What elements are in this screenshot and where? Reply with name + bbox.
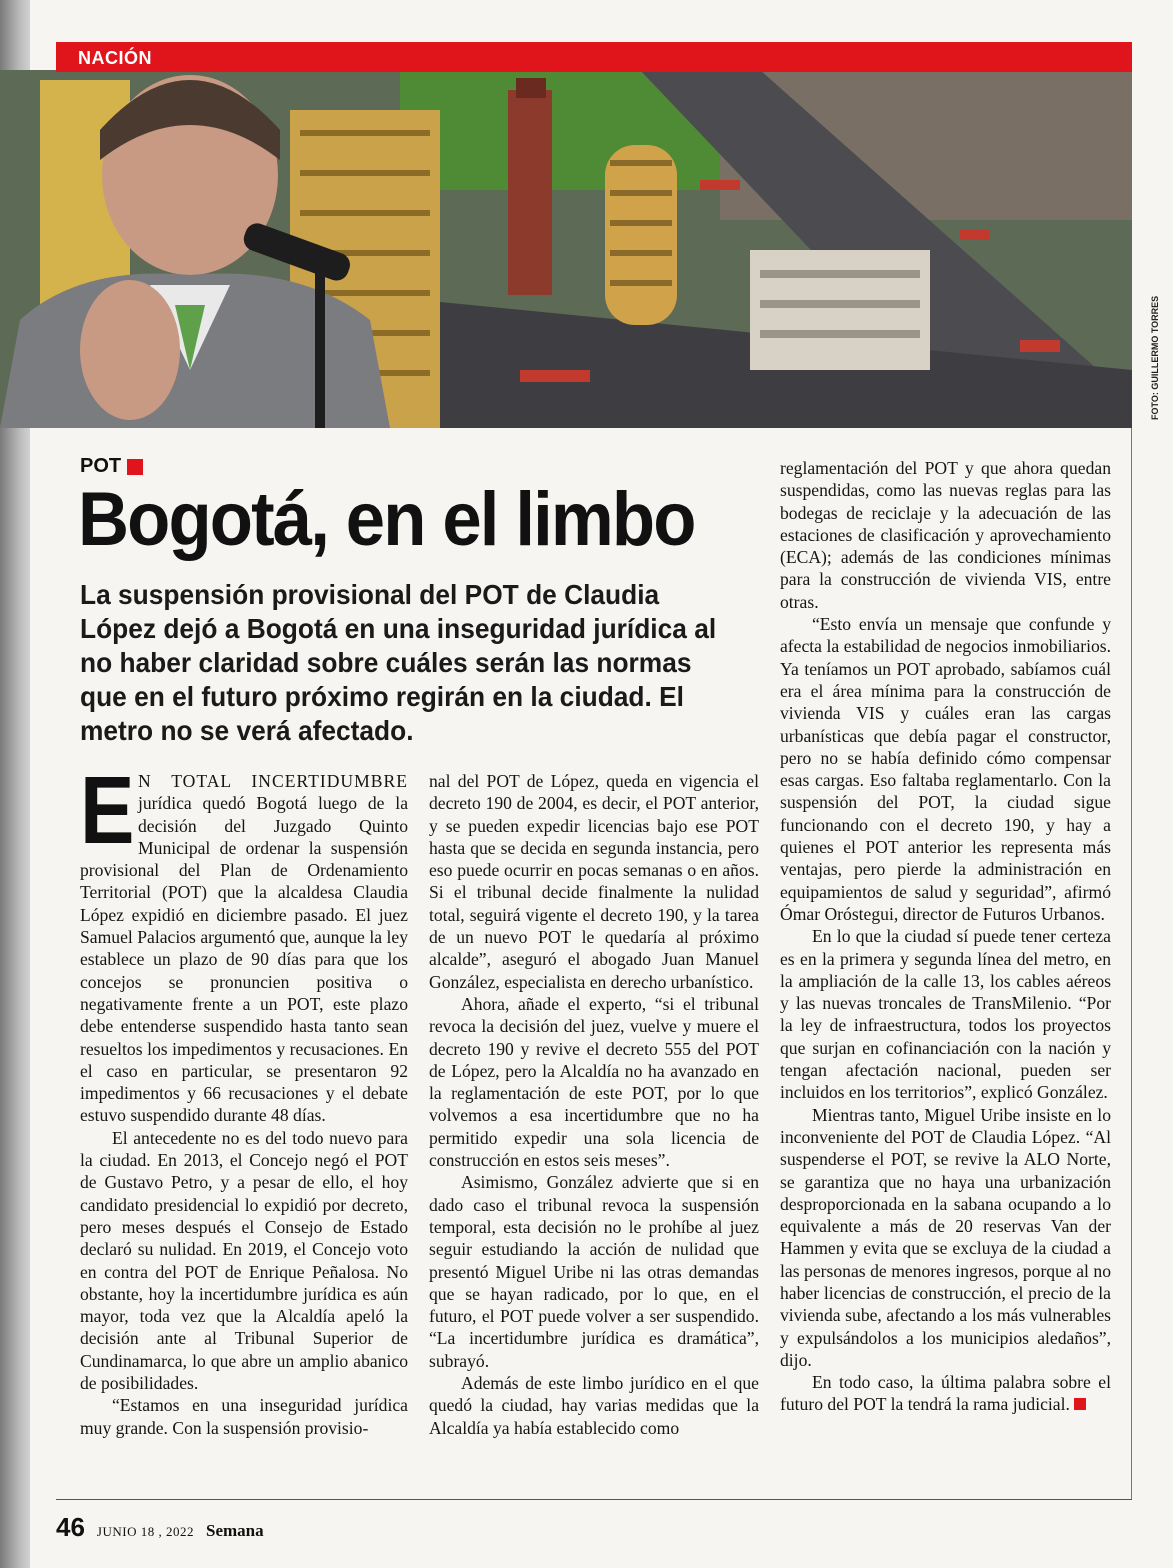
page-footer [56,1512,264,1543]
footer-rule [56,1499,1132,1500]
lead-in-words: N TOTAL INCERTIDUMBRE [138,771,408,791]
paragraph-10-text: En todo caso, la última palabra sobre el futuro del POT la tendrá la rama judicial. [780,1372,1111,1415]
paragraph-5: Asimismo, González advierte que si en dado caso el tribunal revoca la suspensión temporal, esta decisión no le prohíbe al juez seguir estudiando la acción de nulidad que presentó Miguel Uribe ni las otras demandas que se hayan radicado, por lo que, en el futuro, el POT puede volver a ser suspendido. “La incertidumbre jurídica es dramática”, subrayó. [429,1172,759,1371]
paragraph-6-continued: reglamentación del POT y que ahora quedan suspendidas, como las nuevas reglas para las bodegas de reciclaje y la adecuación de las estaciones de clasificación y aprovechamiento (ECA); además de las condiciones mínimas para la construcción de vivienda VIS, entre otras. [780,458,1111,612]
paragraph-1 [80,757,408,1127]
city-aerial-illustration [0,70,1132,428]
section-label: NACIÓN [78,48,152,68]
paragraph-6-start: Además de este limbo jurídico en el que quedó la ciudad, hay varias medidas que la Alcaldía ya había establecido como [429,1373,759,1438]
paragraph-2: El antecedente no es del todo nuevo para la ciudad. En 2013, el Concejo negó el POT de Gustavo Petro, y a pesar de ello, el hoy candidato presidencial lo expidió por decreto, pero meses después el Consejo de Estado declaró su nulidad. En 2019, el Concejo voto en contra del POT de Enrique Peñalosa. No obstante, hoy la incertidumbre jurídica es aún mayor, toda vez que la Alcaldía apeló la decisión ante al Tribunal Superior de Cundinamarca, lo que abre un amplio abanico de posibilidades. [80,1127,408,1394]
paragraph-9: Mientras tanto, Miguel Uribe insiste en lo inconveniente del POT de Claudia López. “Al suspenderse el POT, se revive la ALO Norte, se garantiza que no haya una urbanización desproporcionada en la sabana ocupando a lo equivalente a más de 20 reservas Van der Hammen y evita que se excluya de la ciudad a las personas de menores ingresos, porque al no haber licencias de construcción, el precio de la vivienda sube, afectando a los más vulnerables y expulsándolos a los municipios aledaños”, dijo. [780,1104,1111,1370]
article-headline: Bogotá, en el limbo [78,477,695,562]
column-1 [80,757,408,1439]
page-edge-rule [1131,428,1132,1500]
article-dek: La suspensión provisional del POT de Claudia López dejó a Bogotá en una inseguridad jurídica al no haber claridad sobre cuáles serán las normas que en el futuro próximo regirán en la ciudad. El metro no se verá afectado. [80,579,717,746]
issue-date: JUNIO 18 , 2022 [96,1524,194,1539]
paragraph-3-start: “Estamos en una inseguridad jurídica muy grande. Con la suspensión provisio- [80,1395,408,1438]
paragraph-10 [780,1371,1111,1416]
paragraph-7: “Esto envía un mensaje que confunde y afecta la estabilidad de negocios inmobiliarios. Ya teníamos un POT aprobado, sabíamos cuál era el área mínima para la construcción de vivienda VIS y cuáles eran las cargas urbanísticas que debía pagar el constructor, pero no se había definido cómo compensar esas cargas. Eso faltaba reglamentarlo. Con la suspensión del POT, la ciudad sigue funcionando con el decreto 190, y hay a quienes el POT anterior les representa más ventajas, pero pierde la administración en equipamientos de salud y seguridad”, afirmó Ómar Oróstegui, director de Futuros Urbanos. [780,614,1111,924]
column-3 [780,457,1111,1416]
section-header-band [56,42,1132,72]
paragraph-4: Ahora, añade el experto, “si el tribunal revoca la decisión del juez, vuelve y muere el decreto 190 y revive el decreto 555 del POT de López, pero la Alcaldía no ha avanzado en la reglamentación de este POT, por lo que volvemos a esa incertidumbre que no ha permitido expedir una sola licencia de construcción en estos seis meses”. [429,993,759,1171]
end-mark-square [1074,1398,1086,1410]
page-number: 46 [56,1512,85,1542]
kicker-text: POT [80,455,122,477]
photo-credit [1150,408,1160,420]
hero-photo [0,70,1132,428]
paragraph-1-text: jurídica quedó Bogotá luego de la decisión del Juzgado Quinto Municipal de ordenar la suspensión provisional del Plan de Ordenamiento Territorial (POT) que la alcaldesa Claudia López expidió en diciembre pasado. El juez Samuel Palacios argumentó que, aunque la ley establece un plazo de 90 días para que los concejos se pronuncien positiva o negativamente frente a un POT, este plazo debe entenderse suspendido hasta tanto sean resueltos los impedimentos y recusaciones. En el caso en particular, se presentaron 92 impedimentos y 66 recusaciones y el debate estuvo suspendido durante 48 días. [80,793,408,1126]
magazine-name: Semana [205,1521,264,1540]
paragraph-8: En lo que la ciudad sí puede tener certeza es en la primera y segunda línea del metro, en la ampliación de la calle 13, los cables aéreos y las nuevas troncales de TransMilenio. “Por la ley de infraestructura, todos los proyectos que surjan en cofinanciación con la nación y tengan afectación nacional, pueden ser incluidos en los territorios”, explicó González. [780,926,1111,1103]
paragraph-3-continued: nal del POT de López, queda en vigencia el decreto 190 de 2004, es decir, el POT anterior, y se pueden expedir licencias bajo ese POT hasta que se decida en segunda instancia, pero eso puede ocurrir en pocas semanas o en años. Si el tribunal decide finalmente la nulidad total, seguirá vigente el decreto 190, y la tarea de un nuevo POT le quedaría al próximo alcalde”, aseguró el abogado Juan Manuel González, especialista en derecho urbanístico. [429,771,759,992]
drop-cap: E [80,757,135,864]
red-square-marker [127,459,143,475]
column-2 [429,770,759,1439]
